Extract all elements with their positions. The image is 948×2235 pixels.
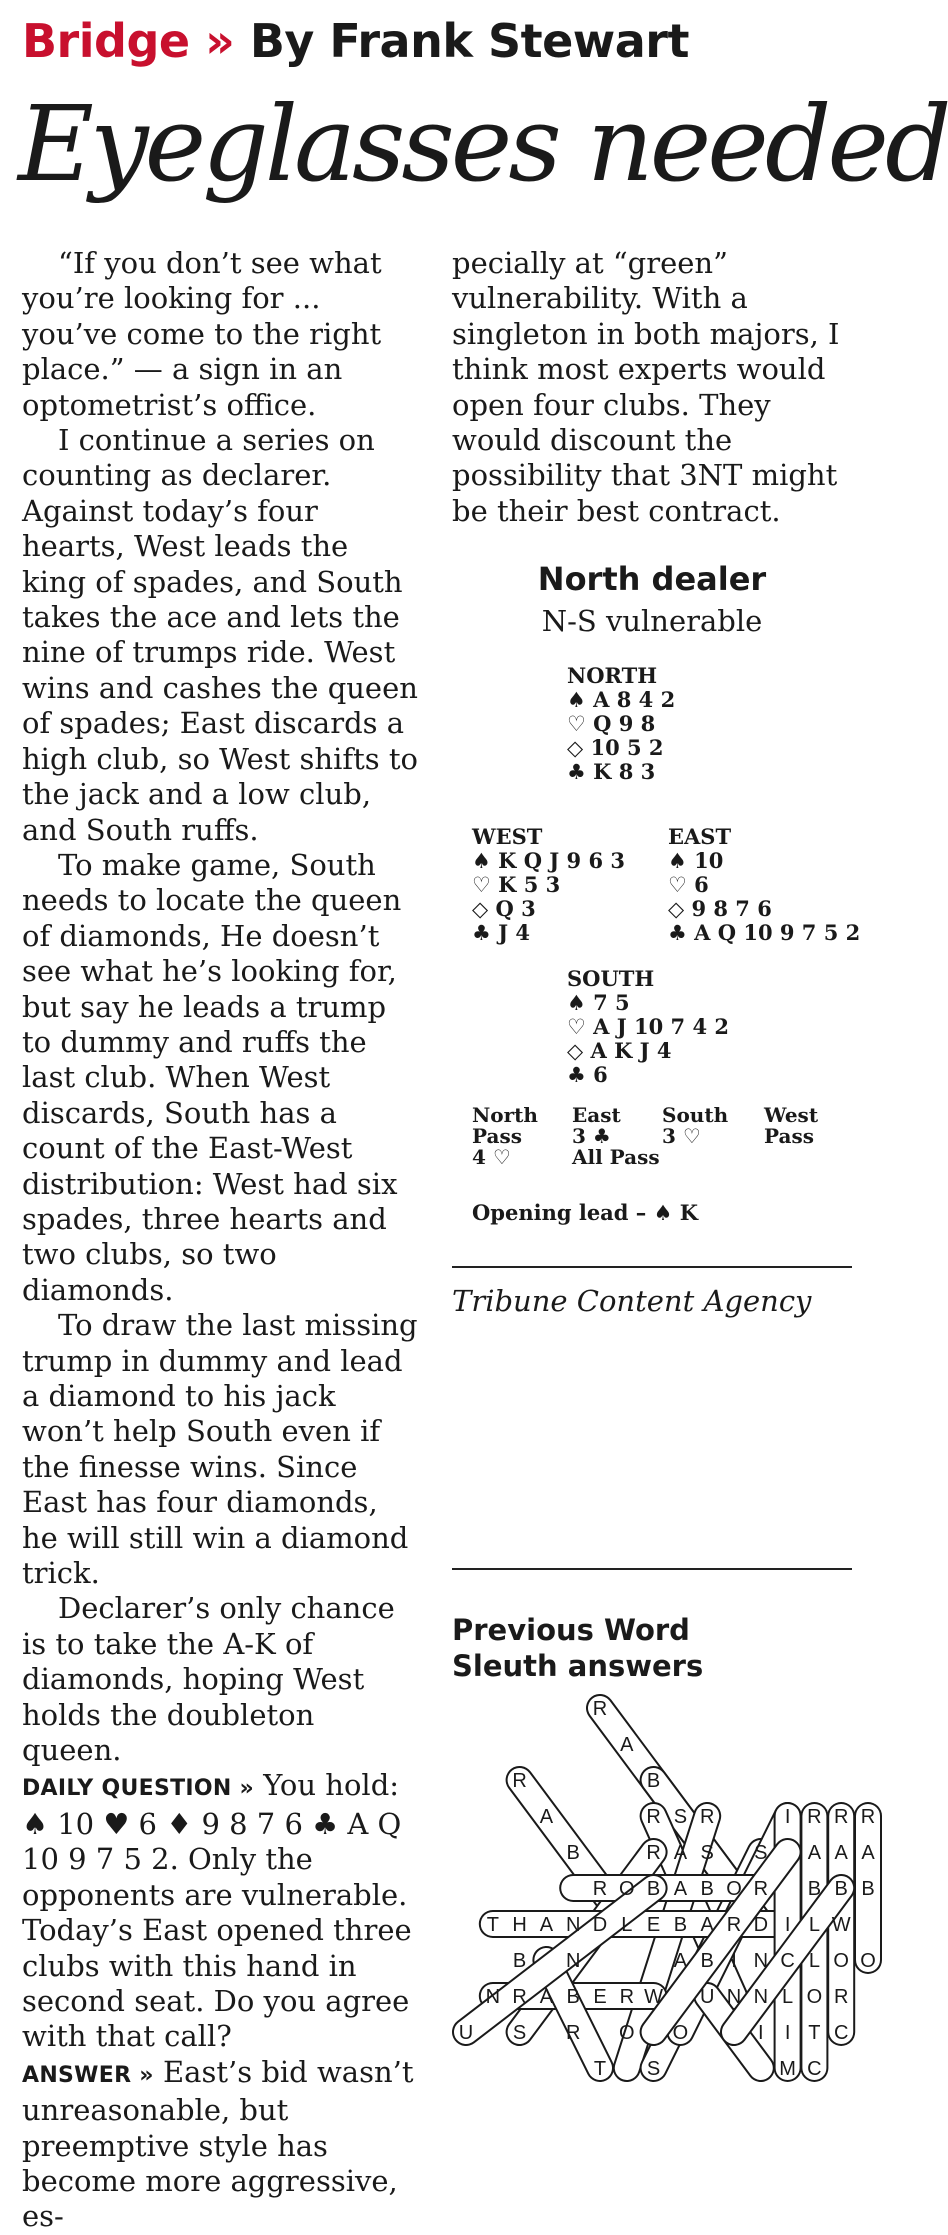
seat-label: EAST	[668, 824, 732, 849]
grid-letter: E	[646, 1914, 661, 1936]
word-sleuth-title	[452, 1612, 872, 1684]
seat-label: WEST	[472, 824, 543, 849]
grid-letter: L	[621, 1914, 633, 1936]
grid-letter: O	[726, 1878, 742, 1900]
grid-letter: R	[646, 1806, 661, 1828]
grid-letter: A	[861, 1842, 875, 1864]
grid-letter: O	[619, 2022, 635, 2044]
article-paragraph: To make game, South needs to locate the queen of diamonds, He doesn’t see what he’s looking for, but say he leads a trump to dummy and ruffs the last club. When West discards, South has a count of the East-West distribution: West had six spades, three hearts and two clubs, so two diamonds.	[22, 847, 402, 1307]
grid-letter: D	[592, 1914, 608, 1936]
diamonds-holding: ◇ A K J 4	[567, 1038, 672, 1063]
grid-letter: B	[512, 1950, 527, 1972]
section-label: Bridge »	[22, 14, 235, 68]
grid-letter: R	[699, 1806, 715, 1828]
grid-letter: A	[539, 1986, 554, 2008]
diamonds-holding: ◇ 9 8 7 6	[668, 896, 772, 921]
auction-call: Pass	[764, 1124, 814, 1148]
grid-letter: W	[644, 1986, 664, 2008]
grid-letter: R	[592, 1698, 608, 1720]
auction-header: North	[472, 1103, 538, 1127]
grid-letter: A	[673, 1950, 688, 1972]
dealer-label: North dealer	[537, 560, 767, 598]
grid-letter: U	[458, 2022, 474, 2044]
syndication-credit: Tribune Content Agency	[452, 1284, 812, 1318]
byline: By Frank Stewart	[249, 14, 689, 68]
spades-holding: ♠ 10	[668, 848, 724, 873]
grid-letter: R	[646, 1842, 661, 1864]
hearts-holding: ♡ 6	[668, 872, 709, 897]
diamonds-holding: ◇ 10 5 2	[567, 735, 664, 760]
grid-letter: S	[646, 2058, 661, 2080]
grid-letter: A	[834, 1842, 848, 1864]
grid-letter: B	[566, 1842, 580, 1864]
hearts-holding: ♡ A J 10 7 4 2	[567, 1014, 729, 1039]
auction-call: 4 ♡	[472, 1145, 511, 1169]
grid-letter: C	[780, 1950, 795, 1972]
grid-letter: O	[672, 2022, 689, 2044]
grid-letter: B	[646, 1878, 661, 1900]
article-column-left	[22, 246, 420, 2235]
grid-letter: N	[485, 1986, 501, 2008]
auction-header: South	[662, 1103, 729, 1127]
grid-letter: H	[512, 1914, 527, 1936]
grid-letter: A	[807, 1842, 822, 1864]
spades-holding: ♠ 7 5	[567, 990, 630, 1015]
grid-letter: R	[619, 1986, 635, 2008]
seat-label: NORTH	[567, 663, 658, 688]
grid-letter: T	[808, 2022, 821, 2044]
answer-label: ANSWER »	[22, 2062, 154, 2088]
grid-letter: N	[726, 1986, 742, 2008]
grid-letter: S	[673, 1806, 688, 1828]
clubs-holding: ♣ K 8 3	[567, 759, 656, 784]
divider-top	[452, 1266, 852, 1268]
article-paragraph: Declarer’s only chance is to take the A-K of diamonds, hoping West holds the doubleton queen.	[22, 1591, 395, 1768]
grid-letter: A	[539, 1806, 554, 1828]
answer-continued: pecially at “green” vulnerability. With a singleton in both majors, I think most experts would open four clubs. They would discount the possibility that 3NT might be their best contract.	[452, 246, 840, 528]
grid-letter: M	[779, 2058, 796, 2080]
grid-letter: I	[784, 2022, 791, 2044]
grid-letter: B	[807, 1878, 822, 1900]
grid-letter: C	[833, 2022, 849, 2044]
word-sleuth-title-line: Previous Word	[452, 1613, 690, 1647]
article-paragraph: I continue a series on counting as declarer. Against today’s four hearts, West leads the king of spades, and South takes the ace and lets the nine of trumps ride. West wins and cashes the queen of spades; East discards a high club, so West shifts to the jack and a low club, and South ruffs.	[22, 423, 418, 847]
clubs-holding: ♣ 6	[567, 1062, 608, 1087]
west-hand	[472, 825, 625, 945]
grid-letter: N	[753, 1950, 769, 1972]
auction-header: West	[764, 1103, 819, 1127]
grid-letter: R	[753, 1878, 769, 1900]
grid-letter: B	[700, 1950, 714, 1972]
grid-letter: R	[512, 1770, 527, 1792]
auction-call: 3 ♡	[662, 1124, 701, 1148]
grid-letter: I	[784, 1914, 791, 1936]
grid-letter: A	[700, 1914, 714, 1936]
grid-letter: B	[861, 1878, 875, 1900]
grid-letter: I	[731, 1950, 737, 1972]
grid-letter: B	[834, 1878, 848, 1900]
article-paragraph: To draw the last missing trump in dummy and lead a diamond to his jack won’t help South even if the finesse wins. Since East has four diamonds, he will still win a diamond trick.	[22, 1308, 418, 1591]
grid-letter: S	[700, 1842, 714, 1864]
grid-letter: R	[592, 1878, 608, 1900]
east-hand	[668, 825, 860, 945]
grid-letter: L	[808, 1950, 820, 1972]
grid-letter: N	[753, 1986, 769, 2008]
answer	[22, 2055, 420, 2235]
bridge-deal	[452, 560, 861, 1240]
divider-bottom	[452, 1568, 852, 1570]
grid-letter: N	[565, 1950, 581, 1972]
auction-call: All Pass	[572, 1145, 660, 1169]
grid-letter: R	[833, 1986, 849, 2008]
grid-letter: T	[593, 2058, 607, 2080]
clubs-holding: ♣ A Q 10 9 7 5 2	[668, 920, 861, 945]
grid-letter: R	[565, 2022, 581, 2044]
grid-letter: I	[758, 2022, 764, 2044]
hearts-holding: ♡ Q 9 8	[567, 711, 656, 736]
grid-letter: A	[673, 1842, 688, 1864]
grid-letter: O	[833, 1950, 849, 1972]
grid-letter: B	[700, 1878, 714, 1900]
grid-letter: A	[620, 1734, 634, 1756]
article-column-right	[452, 246, 852, 529]
south-hand	[567, 967, 729, 1087]
grid-letter: S	[512, 2022, 527, 2044]
spades-holding: ♠ A 8 4 2	[567, 687, 676, 712]
grid-letter: R	[833, 1806, 849, 1828]
auction-call: 3 ♣	[572, 1124, 611, 1148]
auction-call: Pass	[472, 1124, 522, 1148]
headline: Eyeglasses needed	[18, 83, 948, 205]
grid-letter: O	[806, 1986, 823, 2008]
word-sleuth-grid	[452, 1690, 876, 2100]
clubs-holding: ♣ J 4	[472, 920, 530, 945]
opening-lead: Opening lead – ♠ K	[472, 1200, 698, 1225]
grid-letter: O	[619, 1878, 635, 1900]
grid-letter: R	[860, 1806, 876, 1828]
grid-letter: E	[593, 1986, 607, 2008]
grid-letter: U	[699, 1986, 715, 2008]
grid-letter: A	[539, 1914, 554, 1936]
grid-letter: I	[784, 1806, 791, 1828]
grid-letter: R	[807, 1806, 822, 1828]
vulnerability-label: N-S vulnerable	[541, 604, 763, 638]
daily-question-label: DAILY QUESTION »	[22, 1776, 255, 1802]
seat-label: SOUTH	[567, 966, 655, 991]
word-sleuth-title-line: Sleuth answers	[452, 1649, 704, 1683]
hearts-holding: ♡ K 5 3	[472, 872, 561, 897]
grid-letter: T	[486, 1914, 499, 1936]
grid-letter: R	[512, 1986, 527, 2008]
auction-header: East	[572, 1103, 621, 1127]
grid-letter: R	[726, 1914, 742, 1936]
column-header	[22, 14, 689, 68]
grid-letter: S	[754, 1842, 768, 1864]
daily-question	[22, 1768, 420, 2054]
grid-letter: O	[860, 1950, 876, 1972]
grid-letter: W	[831, 1914, 851, 1936]
grid-letter: B	[646, 1770, 661, 1792]
grid-letter: B	[673, 1914, 688, 1936]
grid-letter: C	[807, 2058, 822, 2080]
grid-letter: L	[808, 1914, 820, 1936]
daily-question-text: You hold: ♠ 10 ♥ 6 ♦ 9 8 7 6 ♣ A Q 10 9 7 5 2. Only the opponents are vulnerable. Today’s East opened three clubs with this hand in second seat. Do you agree with that call?	[22, 1768, 412, 2054]
grid-letter: N	[565, 1914, 581, 1936]
answer-text: East’s bid wasn’t unreasonable, but preemptive style has become more aggressive, es-	[22, 2054, 414, 2234]
diamonds-holding: ◇ Q 3	[472, 896, 536, 921]
grid-letter: L	[782, 1986, 794, 2008]
grid-letter: A	[673, 1878, 688, 1900]
spades-holding: ♠ K Q J 9 6 3	[472, 848, 626, 873]
north-hand	[567, 664, 675, 784]
grid-letter: B	[566, 1986, 580, 2008]
article-paragraph: “If you don’t see what you’re looking for ... you’ve come to the right place.” — a sign in an optometrist’s office.	[22, 246, 382, 422]
grid-letter: D	[753, 1914, 769, 1936]
